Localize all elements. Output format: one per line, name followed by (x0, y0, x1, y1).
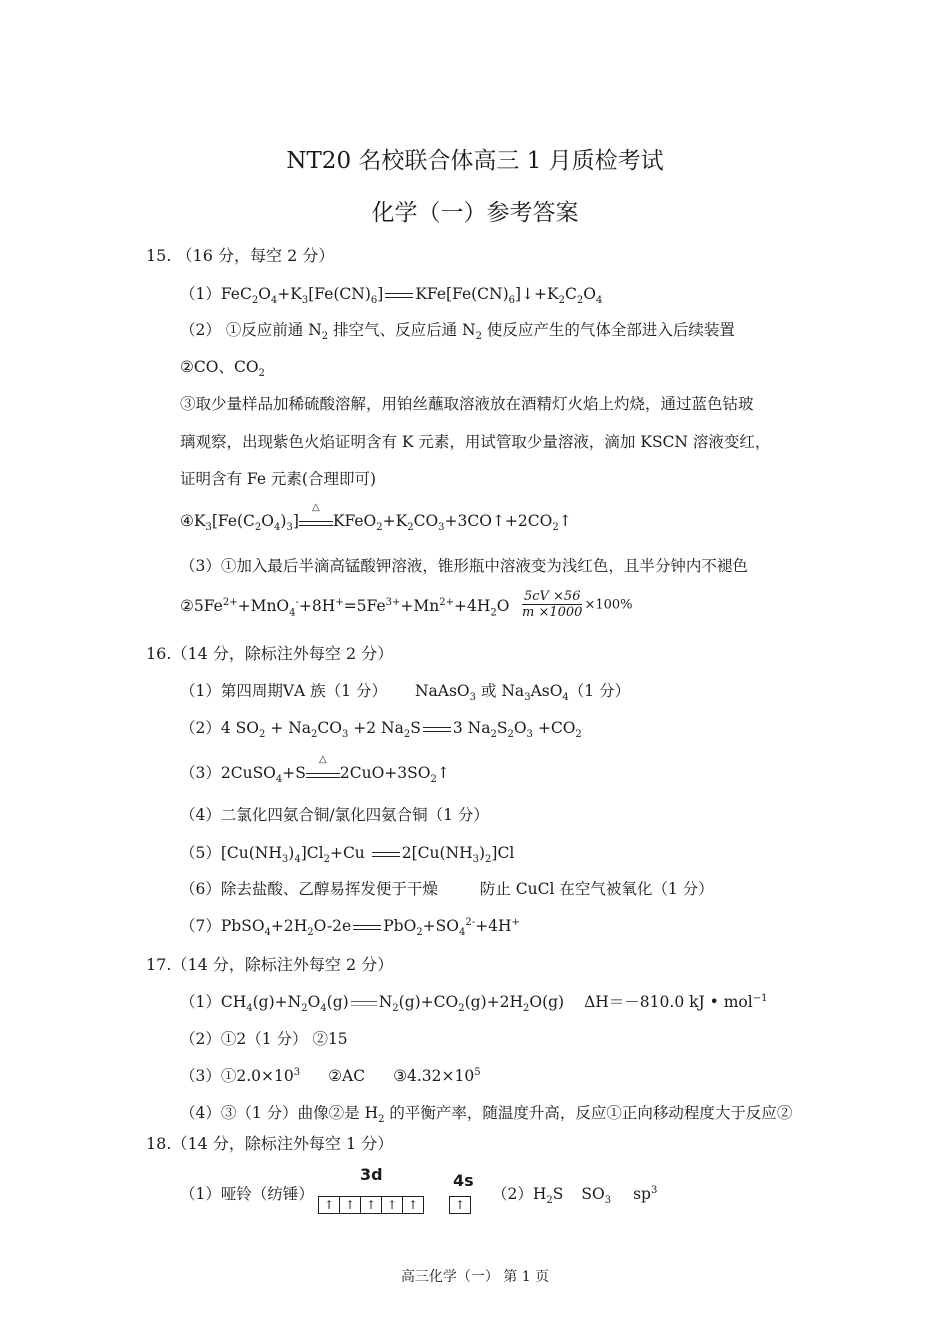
q16-line1: （1）第四周期ⅤA 族（1 分） NaAsO$_3$ 或 $Na_3AsO_4(1$ 分） (180, 682, 631, 704)
q15-line6: 证明含有 Fe 元素(合理即可) (180, 470, 377, 488)
q17-header: 17.（14 分，除标注外每空 2 分） (146, 955, 394, 974)
q17-line3: $(3)①2.0\times 10^3$ ②AC $③4.32\times 10^5$ (180, 1066, 481, 1085)
q15-line4: ③取少量样品加稀硫酸溶解，用铂丝蘸取溶液放在酒精灯火焰上灼烧，通过蓝色钴玻 (180, 395, 754, 413)
reversible-arrow (351, 999, 377, 1007)
page-footer: 高三化学（一） 第 1 页 (400, 1269, 550, 1285)
orbital-4s-box (449, 1194, 471, 1214)
q15-line2: （2） ①反应前通 $N_2$ 排空气、反应后通 $N_2$ 使反应产生的气体全部进入后续装置 (180, 321, 735, 343)
up-arrow-icon: ↑ (361, 1197, 382, 1213)
q16-header: 16.（14 分，除标注外每空 2 分） (146, 644, 394, 663)
q17-line1: $(1)CH_4(g)+N_2O_4(g)$ $N_2(g)+CO_2(g)+2H_2O(g)$ ΔH＝－810.0 kJ • mol$^{-1}$ (180, 992, 768, 1015)
orbital-3d-boxes (318, 1194, 424, 1214)
q15-line5: 璃观察，出现紫色火焰证明含有 K 元素，用试管取少量溶液，滴加 KSCN 溶液变红， (180, 433, 771, 451)
heating-equals-sign: △ (299, 513, 333, 526)
up-arrow-icon: ↑ (407, 1198, 419, 1212)
q15-line1: $(1)FeC_2O_4+K_3[Fe(CN)_6]$ $KFe[Fe(CN)_6]↓+K_2C_2O_4$ (180, 285, 603, 307)
q16-line3: （3）2CuSO$_4$+S △ $2CuO+3SO_2↑$ (180, 754, 450, 786)
q18-line1-answers: $(2)H_2S$ $SO_3$ $sp^3$ (492, 1184, 658, 1207)
up-arrow-icon: ↑ (340, 1197, 361, 1213)
q16-line6: （6）除去盐酸、乙醇易挥发便于干燥 防止 CuCl 在空气被氧化（1 分） (180, 880, 714, 898)
equals-sign (385, 293, 413, 298)
q17-line4: （4）③（1 分）曲像②是 $H_2$ 的平衡产率，随温度升高，反应①正向移动程度大于反应② (180, 1104, 793, 1126)
q15-line9: $②5Fe^{2+}+MnO_4^-+8H^+=5Fe^{3+}+Mn^{2+}+4H_2O$ (180, 597, 510, 619)
q16-line5: $(5)[Cu(NH_3)_4]Cl_2+Cu$ $2[Cu(NH_3)_2]Cl$ (180, 844, 515, 866)
q16-line7: $(7)PbSO_4+2H_2O-2e$ $PbO_2+SO_4^{2-}+4H^+$ (180, 916, 520, 939)
q15-line7: $④K_3[Fe(C_2O_4)_3]$ △ $KFeO_2+K_2CO_3+3CO↑+2CO_2↑$ (180, 502, 572, 534)
q17-line2: （2）①2（1 分） ②15 (180, 1030, 348, 1048)
up-arrow-icon: ↑ (319, 1197, 340, 1213)
q16-line4: （4）二氯化四氨合铜/氯化四氨合铜（1 分） (180, 806, 489, 824)
orbital-4s-label: 4s (453, 1171, 474, 1190)
page-subtitle: 化学（一）参考答案 (371, 200, 579, 226)
purity-formula: $\frac{5cV \times 56}{m \times 1000}$ ×100% (522, 589, 633, 620)
up-arrow-icon: ↑ (454, 1198, 466, 1212)
q18-line1-label: （1）哑铃（纺锤） (180, 1185, 314, 1203)
orbital-3d-label: 3d (360, 1165, 383, 1184)
q15-line8: （3）①加入最后半滴高锰酸钾溶液，锥形瓶中溶液变为浅红色，且半分钟内不褪色 (180, 557, 748, 575)
q16-line2: （2）4 $SO_2 + Na_2CO_3 +2$ $Na_2S$ 3 $Na_2S_2O_3 +CO_2$ (180, 719, 582, 741)
up-arrow-icon: ↑ (382, 1197, 403, 1213)
q15-line3: ②CO、$CO_2$ (180, 358, 265, 380)
q15-header: 15. （16 分，每空 2 分） (146, 246, 335, 265)
q18-header: 18.（14 分，除标注外每空 1 分） (146, 1134, 394, 1153)
page-title: NT20 名校联合体高三 1 月质检考试 (286, 148, 664, 174)
